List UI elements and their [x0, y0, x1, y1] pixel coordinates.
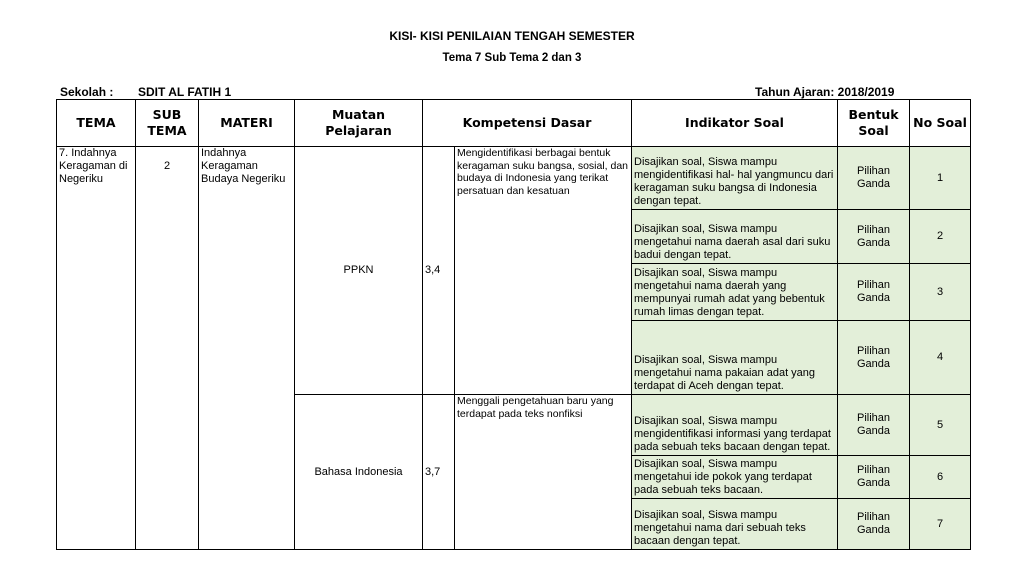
bentuk-soal-cell: Pilihan Ganda — [838, 456, 910, 499]
school-label: Sekolah : — [60, 85, 114, 99]
materi-cell: Indahnya Keragaman Budaya Negeriku — [199, 147, 295, 550]
document-title: KISI- KISI PENILAIAN TENGAH SEMESTER — [389, 29, 635, 43]
academic-year: Tahun Ajaran: 2018/2019 — [755, 85, 895, 99]
bentuk-soal-cell: Pilihan Ganda — [838, 395, 910, 456]
school-name: SDIT AL FATIH 1 — [138, 85, 232, 99]
bentuk-soal-cell: Pilihan Ganda — [838, 499, 910, 550]
header-tema: TEMA — [57, 100, 136, 147]
kd-number-cell: 3,7 — [423, 395, 455, 550]
no-soal-cell: 2 — [910, 210, 971, 264]
kd-text-cell: Mengidentifikasi berbagai bentuk keragaman suku bangsa, sosial, dan budaya di Indonesia yang terikat persatuan dan kesatuan — [455, 147, 632, 395]
header-sub-tema: SUB TEMA — [136, 100, 199, 147]
indikator-cell: Disajikan soal, Siswa mampu mengidentifikasi hal- hal yangmuncu dari keragaman suku bangsa di Indonesia dengan tepat. — [632, 147, 838, 210]
header-muatan: Muatan Pelajaran — [295, 100, 423, 147]
header-no-soal: No Soal — [910, 100, 971, 147]
indikator-cell: Disajikan soal, Siswa mampu mengetahui nama daerah yang mempunyai rumah adat yang bebentuk rumah limas dengan tepat. — [632, 264, 838, 321]
kisi-kisi-table — [56, 99, 971, 550]
header-materi: MATERI — [199, 100, 295, 147]
indikator-cell: Disajikan soal, Siswa mampu mengetahui nama dari sebuah teks bacaan dengan tepat. — [632, 499, 838, 550]
document-subtitle: Tema 7 Sub Tema 2 dan 3 — [442, 52, 582, 64]
muatan-cell: PPKN — [295, 147, 423, 395]
bentuk-soal-cell: Pilihan Ganda — [838, 147, 910, 210]
no-soal-cell: 5 — [910, 395, 971, 456]
no-soal-cell: 1 — [910, 147, 971, 210]
sub-tema-cell: 2 — [136, 147, 199, 550]
indikator-cell: Disajikan soal, Siswa mampu mengetahui nama pakaian adat yang terdapat di Aceh dengan tepat. — [632, 321, 838, 395]
indikator-cell: Disajikan soal, Siswa mampu mengetahui nama daerah asal dari suku badui dengan tepat. — [632, 210, 838, 264]
bentuk-soal-cell: Pilihan Ganda — [838, 321, 910, 395]
no-soal-cell: 7 — [910, 499, 971, 550]
bentuk-soal-cell: Pilihan Ganda — [838, 210, 910, 264]
kd-text-cell: Menggali pengetahuan baru yang terdapat pada teks nonfiksi — [455, 395, 632, 550]
bentuk-soal-cell: Pilihan Ganda — [838, 264, 910, 321]
header-kompetensi-dasar: Kompetensi Dasar — [423, 100, 632, 147]
no-soal-cell: 6 — [910, 456, 971, 499]
header-bentuk-soal: Bentuk Soal — [838, 100, 910, 147]
table-row — [57, 147, 971, 210]
indikator-cell: Disajikan soal, Siswa mampu mengidentifikasi informasi yang terdapat pada sebuah teks bacaan dengan tepat. — [632, 395, 838, 456]
no-soal-cell: 4 — [910, 321, 971, 395]
kd-number-cell: 3,4 — [423, 147, 455, 395]
muatan-cell: Bahasa Indonesia — [295, 395, 423, 550]
table-header-row — [57, 100, 971, 147]
indikator-cell: Disajikan soal, Siswa mampu mengetahui ide pokok yang terdapat pada sebuah teks bacaan. — [632, 456, 838, 499]
header-indikator: Indikator Soal — [632, 100, 838, 147]
no-soal-cell: 3 — [910, 264, 971, 321]
tema-cell: 7. Indahnya Keragaman di Negeriku — [57, 147, 136, 550]
